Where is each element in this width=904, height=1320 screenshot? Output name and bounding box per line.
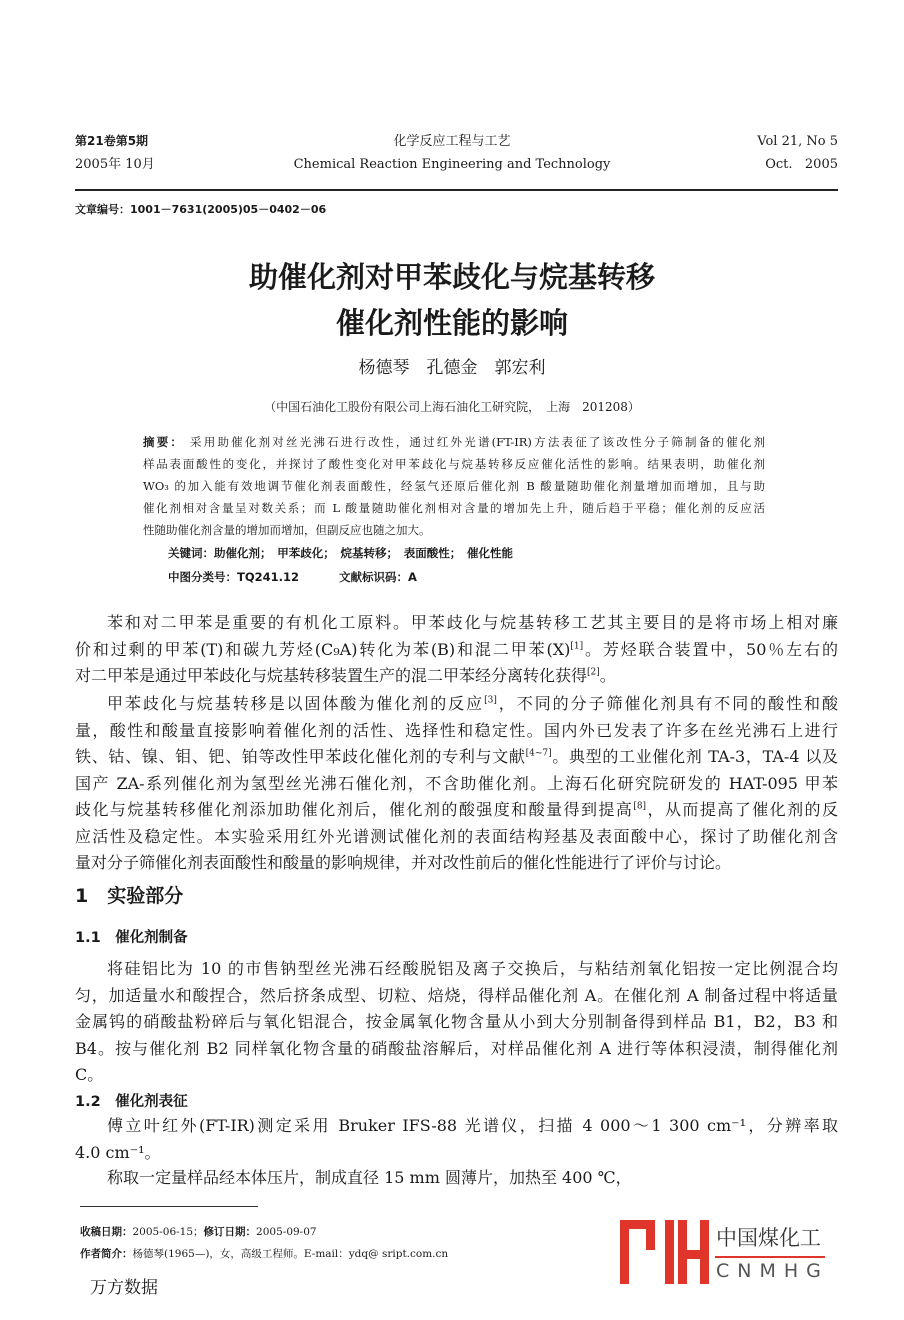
text-line: 匀，加适量水和酸捏合，然后挤条成型、切粒、焙烧，得样品催化剂 A。在催化剂 A 制备过程中将适量 <box>75 985 838 1005</box>
text-line: 对二甲苯是通过甲苯歧化与烷基转移装置生产的混二甲苯经分离转化获得[2]。 <box>75 666 616 685</box>
date-en: Oct. 2005 <box>765 157 838 172</box>
logo-cn-text: 中国煤化工 <box>716 1226 821 1250</box>
journal-en: Chemical Reaction Engineering and Technology <box>293 157 611 172</box>
text-line: 4.0 cm⁻¹。 <box>75 1142 161 1162</box>
clc-label: 中图分类号： <box>168 570 237 584</box>
abstract-line: 样品表面酸性的变化，并探讨了酸性变化对甲苯歧化与烷基转移反应催化活性的影响。结果表明，助催化剂 <box>143 457 765 471</box>
doc-code-value: A <box>408 570 417 584</box>
received-date: 2005-06-15； <box>132 1226 204 1238</box>
revised-date: 2005-09-07 <box>256 1226 317 1238</box>
footnote <box>80 1221 448 1265</box>
logo-en-text: CNMHG <box>716 1260 829 1282</box>
vol-cn: 第21卷第5期 <box>75 134 149 148</box>
header-rule <box>75 189 838 191</box>
journal-name <box>250 130 654 176</box>
prep-paragraph <box>75 956 838 1089</box>
text-line: 歧化与烷基转移催化剂添加助催化剂后，催化剂的酸强度和酸量得到提高[8]，从而提高了催化剂的反 <box>75 800 838 819</box>
title-line: 助催化剂对甲苯歧化与烷基转移 <box>248 260 655 294</box>
abstract <box>143 431 765 541</box>
characterization-paragraph-2: 称取一定量样品经本体压片，制成直径 15 mm 圆薄片，加热至 400 ℃， <box>107 1168 632 1187</box>
text-line: 量，酸性和酸量直接影响着催化剂的活性、选择性和稳定性。国内外已发表了许多在丝光沸石上进行 <box>75 720 838 740</box>
revised-label: 修订日期： <box>203 1226 257 1238</box>
classification <box>168 569 417 585</box>
abstract-line: WO₃ 的加入能有效地调节催化剂表面酸性，经氢气还原后催化剂 B 酸量随助催化剂量增加而增加，且与助 <box>143 479 765 493</box>
authors: 杨德琴 孔德金 郭宏利 <box>358 358 546 378</box>
doc-code-label: 文献标识码： <box>339 570 409 584</box>
text-line: 苯和对二甲苯是重要的有机化工原料。甲苯歧化与烷基转移工艺其主要目的是将市场上相对廉 <box>107 613 838 632</box>
cnmhg-logo <box>620 1218 830 1288</box>
article-number: 文章编号：1001－7631(2005)05－0402－06 <box>75 203 327 216</box>
subsection-heading: 1.2 催化剂表征 <box>75 1094 188 1110</box>
affiliation: （中国石油化工股份有限公司上海石油化工研究院， 上海 201208） <box>264 400 640 414</box>
paper-title <box>0 254 904 346</box>
received-label: 收稿日期： <box>80 1226 133 1238</box>
intro-paragraph-1 <box>75 610 838 690</box>
abstract-line: 催化剂相对含量呈对数关系；而 L 酸量随助催化剂相对含量的增加先上升，随后趋于平稳；催化剂的反应活 <box>143 501 765 515</box>
wanfang-watermark: 万方数据 <box>90 1278 158 1298</box>
abstract-line: 采用助催化剂对丝光沸石进行改性，通过红外光谱(FT-IR)方法表征了该改性分子筛制备的催化剂 <box>190 435 766 449</box>
text-line: 价和过剩的甲苯(T)和碳九芳烃(C₉A)转化为苯(B)和混二甲苯(X)[1]。芳烃联合装置中，50％左右的 <box>75 639 838 659</box>
vol-en: Vol 21, No 5 <box>757 134 838 149</box>
text-line: 国产 ZA-系列催化剂为氢型丝光沸石催化剂，不含助催化剂。上海石化研究院研发的 HAT-095 甲苯 <box>75 773 838 793</box>
bio-label: 作者简介： <box>80 1248 133 1260</box>
journal-cn: 化学反应工程与工艺 <box>393 134 511 149</box>
text-line: 傅立叶红外(FT-IR)测定采用 Bruker IFS-88 光谱仪，扫描 4 000～1 300 cm⁻¹，分辨率取 <box>107 1116 838 1135</box>
abstract-line: 性随助催化剂含量的增加而增加，但副反应也随之加大。 <box>143 523 431 537</box>
subsection-heading: 1.1 催化剂制备 <box>75 930 188 946</box>
title-line: 催化剂性能的影响 <box>335 306 568 340</box>
clc-value: TQ241.12 <box>237 570 299 584</box>
text-line: 铁、钴、镍、钼、钯、铂等改性甲苯歧化催化剂的专利与文献[4~7]。典型的工业催化剂 TA-3，TA-4 以及 <box>75 747 838 766</box>
text-line: 应活性及稳定性。本实验采用红外光谱测试催化剂的表面结构羟基及表面酸中心，探讨了助催化剂含 <box>75 826 838 846</box>
footnote-rule <box>80 1206 258 1207</box>
keywords-text: 助催化剂； 甲苯歧化； 烷基转移； 表面酸性； 催化性能 <box>214 546 513 560</box>
date-cn: 2005年 10月 <box>75 157 155 172</box>
text-line: 甲苯歧化与烷基转移是以固体酸为催化剂的反应[3]，不同的分子筛催化剂具有不同的酸性和酸 <box>107 694 838 713</box>
text-line: 量对分子筛催化剂表面酸性和酸量的影响规律，并对改性前后的催化性能进行了评价与讨论。 <box>75 853 732 872</box>
volume-issue-en <box>757 130 838 176</box>
characterization-paragraph <box>75 1113 838 1166</box>
volume-issue-cn <box>75 130 155 176</box>
text-line: 将硅铝比为 10 的市售钠型丝光沸石经酸脱铝及离子交换后，与粘结剂氧化铝按一定比例混合均 <box>107 959 838 978</box>
section-heading: 1 实验部分 <box>75 885 184 907</box>
text-line: B4。按与催化剂 B2 同样氧化物含量的硝酸盐溶解后，对样品催化剂 A 进行等体积浸渍，制得催化剂 <box>75 1038 838 1058</box>
abstract-label: 摘要： <box>143 435 185 449</box>
text-line: 金属钨的硝酸盐粉碎后与氧化铝混合，按金属氧化物含量从小到大分别制备得到样品 B1，B2，B3 和 <box>75 1012 838 1031</box>
text-line: C。 <box>75 1065 104 1084</box>
keywords <box>168 545 513 561</box>
intro-paragraph-2 <box>75 691 838 877</box>
author-bio: 杨德琴(1965—)，女，高级工程师。E-mail：ydq@ sript.com.cn <box>132 1248 449 1260</box>
keywords-label: 关键词： <box>168 546 214 560</box>
